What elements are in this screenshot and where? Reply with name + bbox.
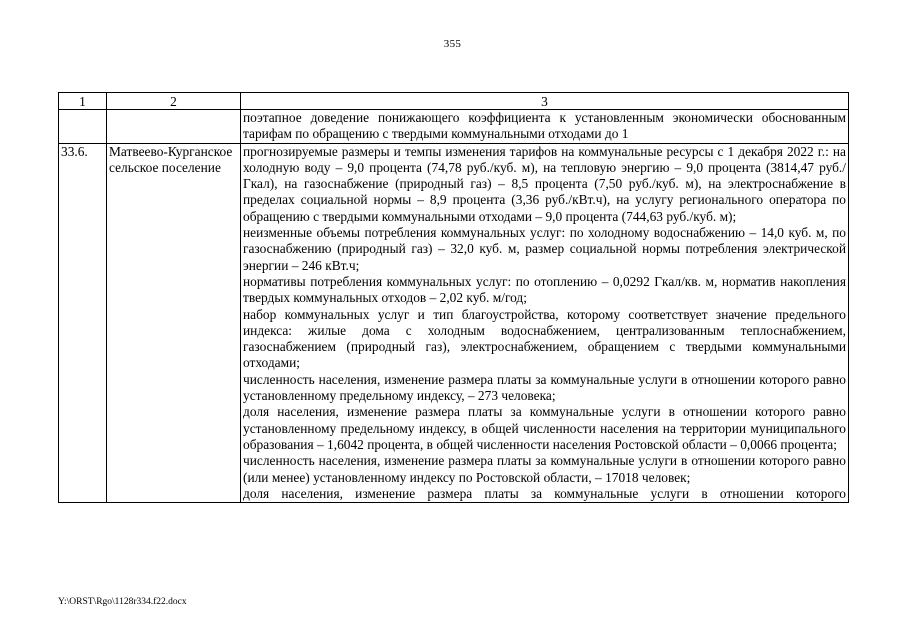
continuation-number-cell <box>59 110 107 144</box>
paragraph-population-regional: численность населения, изменение размера платы за коммунальные услуги в отношении которого равно (или менее) установленному индексу по Ростовской области, – 17018 человек; <box>243 453 846 485</box>
row-number: 33.6. <box>59 143 107 503</box>
paragraph-population-count: численность населения, изменение размера платы за коммунальные услуги в отношении которого равно установленному предельному индексу, – 273 человека; <box>243 371 846 404</box>
column-header-1: 1 <box>59 93 107 110</box>
column-header-3: 3 <box>241 93 849 110</box>
table-header-row <box>59 93 849 110</box>
continuation-name-cell <box>107 110 241 144</box>
page-number: 355 <box>443 38 462 50</box>
row-settlement-name: Матвеево-Курганское сельское поселение <box>107 143 241 503</box>
paragraph-population-share: доля населения, изменение размера платы за коммунальные услуги в отношении которого равно установленному предельному индексу, в общей численности населения на территории муниципального образования – 1,6042 процента, в общей численности населения Ростовской области – 0,0066 процента; <box>243 404 846 452</box>
paragraph-services-set: набор коммунальных услуг и тип благоустройства, которому соответствует значение предельного индекса: жилые дома с холодным водоснабжением, централизованным теплоснабжением, газоснабжением (природный газ), электроснабжением, обращением с твердыми коммунальными отходами; <box>243 306 846 371</box>
paragraph-norms: нормативы потребления коммунальных услуг: по отоплению – 0,0292 Гкал/кв. м, норматив накопления твердых коммунальных отходов – 2,02 куб. м/год; <box>243 273 846 306</box>
column-header-2: 2 <box>107 93 241 110</box>
tariff-table <box>58 92 849 503</box>
row-content-cell <box>241 143 849 503</box>
paragraph-share-continued: доля населения, изменение размера платы за коммунальные услуги в отношении которого <box>243 485 846 501</box>
continuation-content-cell <box>241 110 849 144</box>
continuation-row <box>59 110 849 144</box>
file-path-footer: Y:\ORST\Rgo\1128r334.f22.docx <box>58 597 187 607</box>
paragraph-tariffs: прогнозируемые размеры и темпы изменения тарифов на коммунальные ресурсы с 1 декабря 2022 г.: на холодную воду – 9,0 процента (74,78 руб./куб. м), на тепловую энергию – 9,0 процента (3814,47 руб./Гкал), на газоснабжение (природный газ) – 8,5 процента (7,50 руб./куб. м), на электроснабжение в пределах социальной нормы – 8,9 процента (3,36 руб./кВт.ч), на услугу регионального оператора по обращению с твердыми коммунальными отходами – 9,0 процента (744,63 руб./куб. м); <box>243 143 846 224</box>
paragraph-volumes: неизменные объемы потребления коммунальных услуг: по холодному водоснабжению – 14,0 куб. м, по газоснабжению (природный газ) – 32,0 куб. м, размер социальной нормы потребления электрической энергии – 246 кВт.ч; <box>243 225 846 273</box>
table-row <box>59 143 849 503</box>
continuation-text: поэтапное доведение понижающего коэффициента к установленным экономически обоснованным тарифам по обращению с твердыми коммунальными отходами до 1 <box>243 110 846 142</box>
